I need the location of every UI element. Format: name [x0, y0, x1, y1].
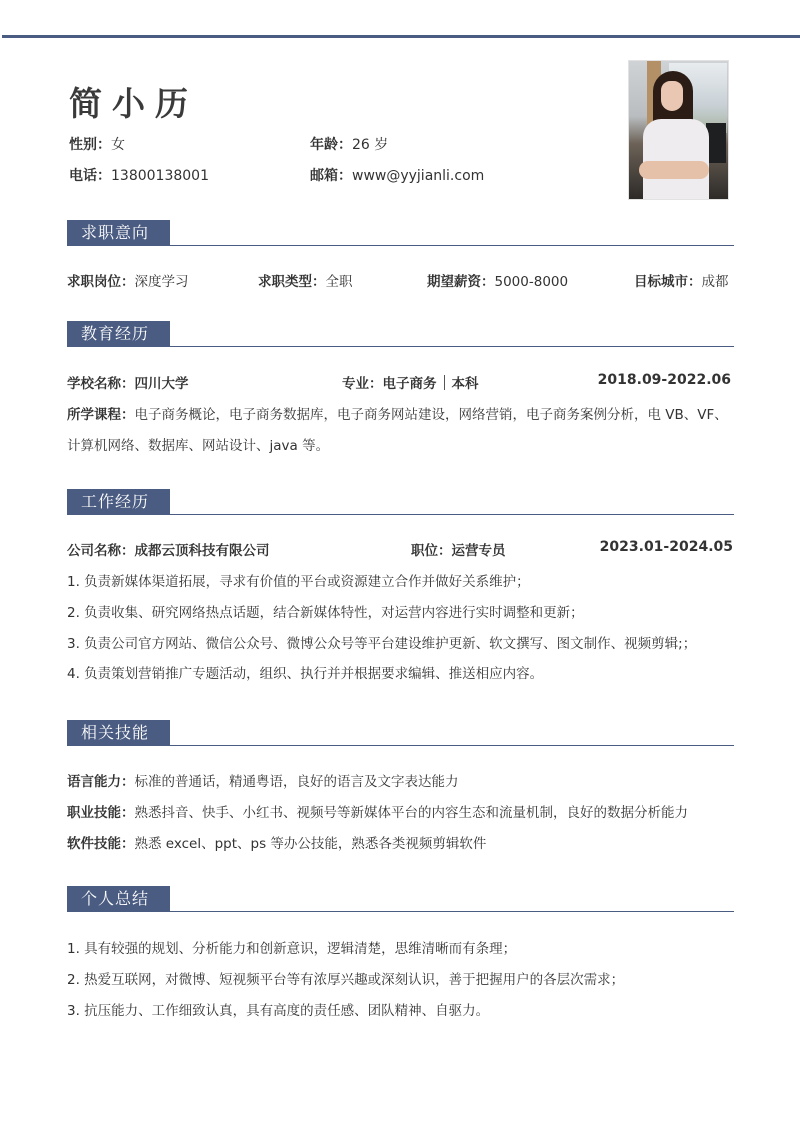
- top-divider: [2, 35, 800, 38]
- intent-salary: 期望薪资：5000-8000: [427, 274, 569, 290]
- section-title: 工作经历: [67, 489, 170, 515]
- summary-item: 3. 抗压能力、工作细致认真，具有高度的责任感、团队精神、自驱力。: [67, 1003, 490, 1019]
- edu-courses-cont: 计算机网络、数据库、网站设计、java 等。: [67, 438, 330, 454]
- work-period: 2023.01-2024.05: [599, 539, 733, 555]
- work-position: 职位：运营专员: [411, 543, 506, 559]
- info-phone: 电话：13800138001: [69, 168, 209, 184]
- summary-item: 1. 具有较强的规划、分析能力和创新意识，逻辑清楚，思维清晰而有条理；: [67, 941, 517, 957]
- candidate-name: 简小历: [69, 84, 198, 123]
- edu-school: 学校名称：四川大学: [67, 376, 189, 392]
- intent-position: 求职岗位：深度学习: [67, 274, 189, 290]
- section-education: [67, 321, 734, 347]
- section-work: [67, 489, 734, 515]
- skill-professional: 职业技能：熟悉抖音、快手、小红书、视频号等新媒体平台的内容生态和流量机制，良好的数据分析能力: [67, 805, 688, 821]
- info-gender: 性别：女: [69, 137, 125, 153]
- section-title: 相关技能: [67, 720, 170, 746]
- profile-photo: [628, 60, 729, 200]
- section-title: 个人总结: [67, 886, 170, 912]
- work-duty: 1. 负责新媒体渠道拓展，寻求有价值的平台或资源建立合作并做好关系维护；: [67, 574, 530, 590]
- work-duty: 2. 负责收集、研究网络热点话题，结合新媒体特性，对运营内容进行实时调整和更新；: [67, 605, 584, 621]
- edu-courses: 所学课程：电子商务概论，电子商务数据库，电子商务网站建设，网络营销，电子商务案例分析，电 VB、VF、: [67, 407, 728, 423]
- summary-item: 2. 热爱互联网，对微博、短视频平台等有浓厚兴趣或深刻认识，善于把握用户的各层次需求；: [67, 972, 625, 988]
- section-job-intent: [67, 220, 734, 246]
- intent-type: 求职类型：全职: [258, 274, 353, 290]
- separator: [444, 375, 445, 390]
- info-email: 邮箱：www@yyjianli.com: [310, 168, 485, 184]
- skill-language: 语言能力：标准的普通话，精通粤语，良好的语言及文字表达能力: [67, 774, 459, 790]
- edu-major: 专业：电子商务 本科: [342, 376, 479, 392]
- section-title: 求职意向: [67, 220, 170, 246]
- section-summary: [67, 886, 734, 912]
- work-duty: 4. 负责策划营销推广专题活动，组织、执行并并根据要求编辑、推送相应内容。: [67, 666, 544, 682]
- section-skills: [67, 720, 734, 746]
- info-age: 年龄：26 岁: [310, 137, 389, 153]
- work-company: 公司名称：成都云顶科技有限公司: [67, 543, 270, 559]
- intent-city: 目标城市：成都: [634, 274, 729, 290]
- skill-software: 软件技能：熟悉 excel、ppt、ps 等办公技能，熟悉各类视频剪辑软件: [67, 836, 487, 852]
- section-title: 教育经历: [67, 321, 170, 347]
- edu-period: 2018.09-2022.06: [597, 372, 731, 388]
- work-duty: 3. 负责公司官方网站、微信公众号、微博公众号等平台建设维护更新、软文撰写、图文制作、视频剪辑;；: [67, 636, 697, 652]
